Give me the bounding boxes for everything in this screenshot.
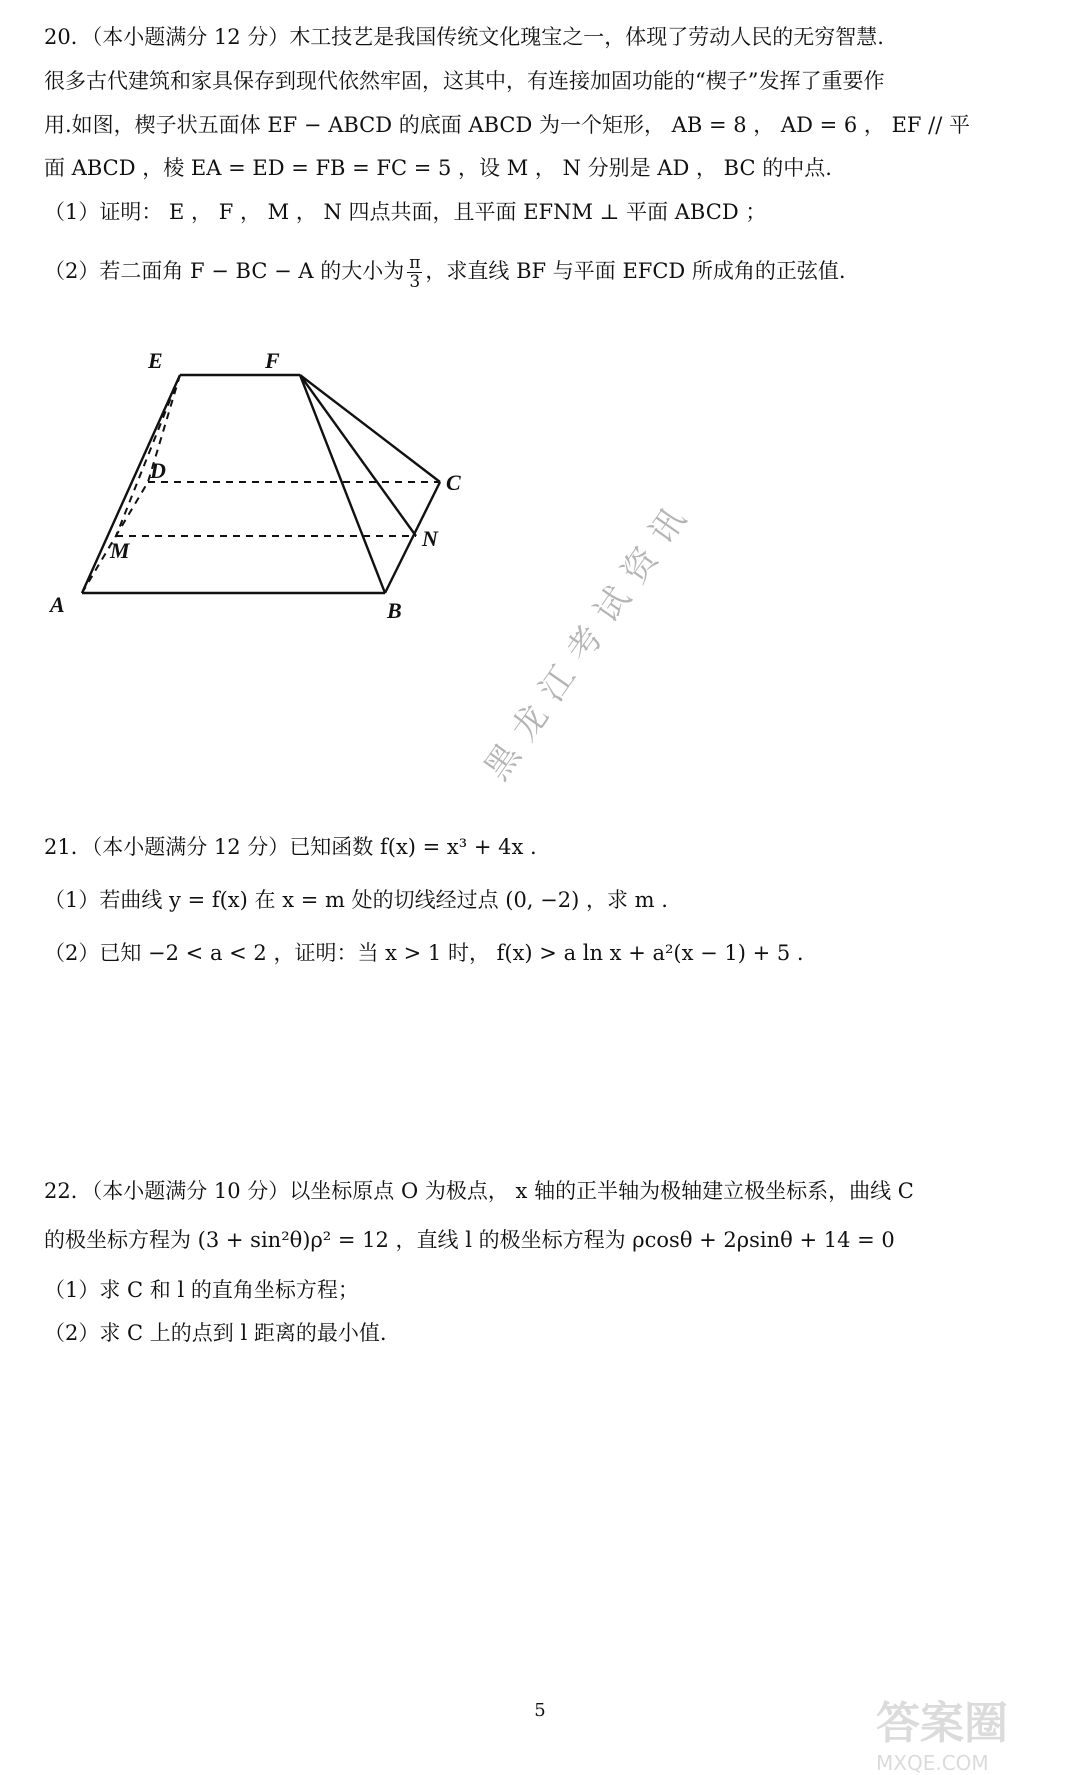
edge-fn	[300, 375, 416, 536]
q20-part2	[44, 254, 1044, 291]
label-m: M	[110, 538, 130, 563]
q22-part2: （2）求 C 上的点到 l 距离的最小值.	[44, 1321, 387, 1345]
site-logo	[876, 1687, 1066, 1775]
q21-part2: （2）已知 −2 < a < 2 ，证明：当 x > 1 时， f(x) > a ln x + a²(x − 1) + 5 .	[44, 941, 804, 965]
label-n: N	[422, 526, 438, 551]
q20-part2-before: （2）若二面角 F − BC − A 的大小为	[44, 259, 405, 283]
q20-number: 20．	[44, 25, 92, 49]
logo-mark: 答案圈	[876, 1698, 1008, 1749]
logo-site: MXQE.COM	[876, 1751, 989, 1775]
label-f: F	[265, 348, 280, 373]
q21-number: 21．	[44, 835, 92, 859]
q22-text-1: 以坐标原点 O 为极点， x 轴的正半轴为极轴建立极坐标系，曲线 C	[289, 1179, 914, 1203]
label-a: A	[50, 592, 65, 617]
watermark-text: 黑龙江考试资讯	[476, 489, 703, 788]
fraction-numerator: π	[409, 253, 421, 273]
q20-text-1: 木工技艺是我国传统文化瑰宝之一，体现了劳动人民的无穷智慧.	[289, 25, 884, 49]
label-b: B	[387, 598, 402, 623]
q20-part2-after: ，求直线 BF 与平面 EFCD 所成角的正弦值.	[425, 259, 846, 283]
q21-stem-text: 已知函数 f(x) = x³ + 4x .	[289, 835, 537, 859]
q20-line1	[44, 22, 1044, 52]
q20-line4: 面 ABCD ，棱 EA = ED = FB = FC = 5 ，设 M ， N 分别是 AD ， BC 的中点.	[44, 156, 832, 180]
q22-line2: 的极坐标方程为 (3 + sin²θ)ρ² = 12 ，直线 l 的极坐标方程为 ρcosθ + 2ρsinθ + 14 = 0	[44, 1228, 895, 1252]
label-e: E	[148, 348, 163, 373]
fraction-denominator: 3	[409, 272, 421, 292]
q22-part1: （1）求 C 和 l 的直角坐标方程；	[44, 1278, 359, 1302]
q20-line3: 用.如图，楔子状五面体 EF − ABCD 的底面 ABCD 为一个矩形， AB = 8 ， AD = 6 ， EF // 平	[44, 113, 970, 137]
q20-line2: 很多古代建筑和家具保存到现代依然牢固，这其中，有连接加固功能的“楔子”发挥了重要作	[44, 69, 885, 93]
pi-over-3-fraction	[407, 254, 422, 291]
edge-ea	[82, 375, 180, 593]
label-d: D	[150, 458, 166, 483]
q22-number: 22．	[44, 1179, 92, 1203]
label-c: C	[446, 470, 461, 495]
q20-score: （本小题满分 12 分）	[91, 25, 290, 49]
q22-score: （本小题满分 10 分）	[91, 1179, 290, 1203]
q22-line1	[44, 1176, 1044, 1206]
q21-part1: （1）若曲线 y = f(x) 在 x = m 处的切线经过点 (0, −2) ，求 m .	[44, 888, 668, 912]
q21-score: （本小题满分 12 分）	[91, 835, 290, 859]
q20-part1: （1）证明： E ， F ， M ， N 四点共面，且平面 EFNM ⊥ 平面 ABCD ；	[44, 200, 767, 224]
page-number: 5	[534, 1700, 546, 1721]
q21-stem	[44, 832, 1044, 862]
wedge-pentahedron-figure	[40, 340, 500, 680]
